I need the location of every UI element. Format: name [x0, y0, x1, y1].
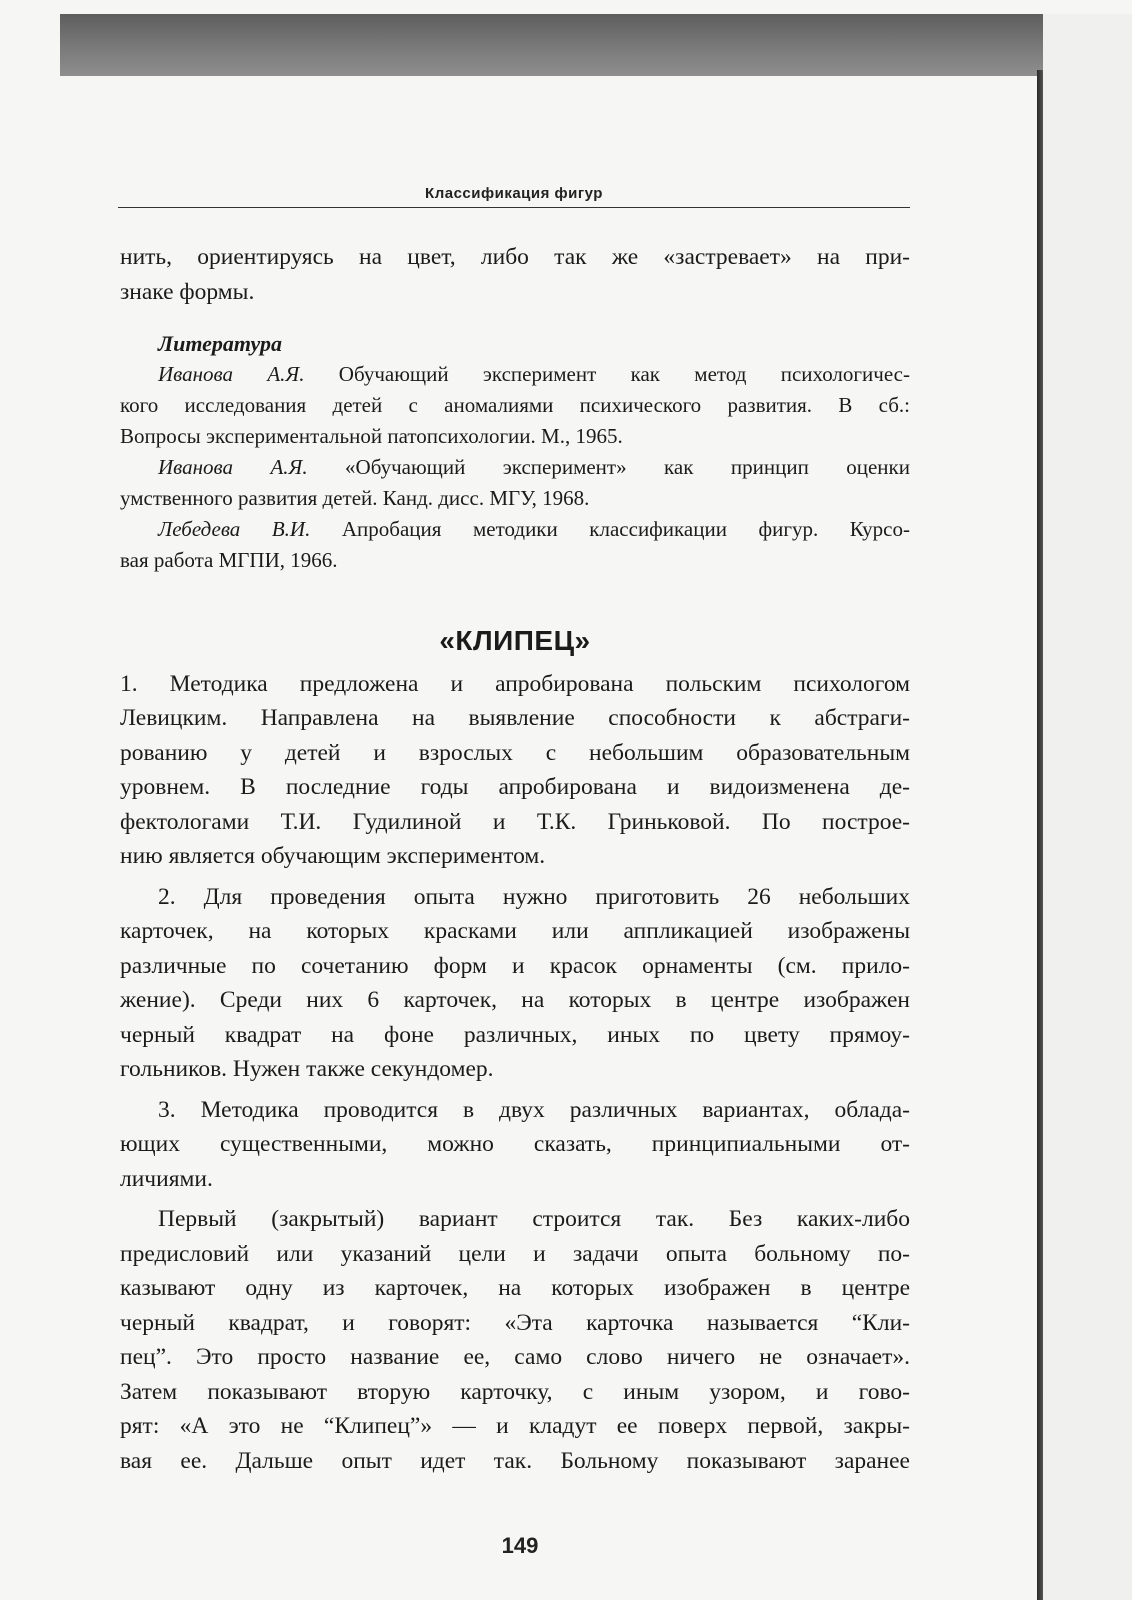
entry-text: Обучающий эксперимент как метод психологичес- [304, 362, 910, 386]
paragraph [120, 880, 910, 1087]
paragraph [120, 1093, 910, 1197]
entry-author: Иванова А.Я. [158, 455, 308, 479]
text-line: уровнем. В последние годы апробирована и видоизменена де- [120, 774, 910, 800]
text-line: 2. Для проведения опыта нужно приготовить 26 небольших [158, 883, 910, 910]
entry-text: Апробация методики классификации фигур. Курсо- [310, 517, 910, 541]
text-line: черный квадрат на фоне различных, иных по цвету прямоу- [120, 1021, 910, 1048]
literature-entry [120, 514, 910, 576]
literature-list [120, 359, 910, 576]
text-line: пец”. Это просто название ее, само слово ничего не означает». [120, 1344, 910, 1370]
page-margin-right [1043, 14, 1132, 1600]
scan-shadow-top [60, 14, 1058, 76]
text-line: жение). Среди них 6 карточек, на которых в центре изображен [120, 987, 910, 1013]
text-line: знаке формы. [120, 278, 255, 305]
continuation-paragraph [120, 240, 910, 309]
text-line: нию является обучающим экспериментом. [120, 843, 546, 869]
text-line: нить, ориентируясь на цвет, либо так же «застревает» на при- [120, 244, 910, 270]
entry-author: Иванова А.Я. [158, 362, 305, 386]
literature-entry [120, 359, 910, 452]
text-line: 3. Методика проводится в двух различных вариантах, облада- [158, 1096, 910, 1123]
paragraph [120, 667, 910, 874]
text-line: умственного развития детей. Канд. дисс. МГУ, 1968. [120, 486, 590, 510]
header-rule [118, 207, 910, 208]
text-line: вая работа МГПИ, 1966. [120, 548, 338, 572]
running-head: Классификация фигур [425, 185, 603, 202]
body-text [120, 240, 910, 1478]
literature-heading: Литература [158, 331, 282, 356]
text-line: Затем показывают вторую карточку, с иным узором, и гово- [120, 1378, 910, 1405]
entry-author: Лебедева В.И. [158, 517, 311, 541]
text-line: Левицким. Направлена на выявление способности к абстраги- [120, 705, 910, 731]
text-line: ющих существенными, можно сказать, принципиальными от- [120, 1131, 910, 1157]
text-line [120, 514, 910, 545]
text-line: карточек, на которых красками или аппликацией изображены [120, 918, 910, 944]
text-line: Первый (закрытый) вариант строится так. Без каких-либо [158, 1206, 910, 1232]
text-line: Вопросы экспериментальной патопсихологии. М., 1965. [120, 424, 623, 448]
text-line: рят: «А это не “Клипец”» — и кладут ее поверх первой, закры- [120, 1413, 910, 1439]
text-line: 1. Методика предложена и апробирована польским психологом [120, 670, 910, 697]
text-line: рованию у детей и взрослых с небольшим образовательным [120, 739, 910, 766]
paragraph [120, 1202, 910, 1478]
text-line: гольников. Нужен также секундомер. [120, 1056, 494, 1082]
text-line: кого исследования детей с аномалиями психического развития. В сб.: [120, 393, 910, 417]
entry-text: «Обучающий эксперимент» как принцип оценки [307, 455, 910, 479]
text-line [120, 452, 910, 483]
text-line: вая ее. Дальше опыт идет так. Больному показывают заранее [120, 1447, 910, 1474]
section-title: «КЛИПЕЦ» [439, 625, 591, 656]
text-line: личиями. [120, 1165, 213, 1192]
text-line: черный квадрат, и говорят: «Эта карточка называется “Кли- [120, 1309, 910, 1336]
page-number: 149 [501, 1533, 539, 1558]
text-line: фектологами Т.И. Гудилиной и Т.К. Гриньковой. По построе- [120, 808, 910, 835]
literature-entry [120, 452, 910, 514]
text-line: различные по сочетанию форм и красок орнаменты (см. прило- [120, 952, 910, 979]
text-line: предисловий или указаний цели и задачи опыта больному по- [120, 1240, 910, 1267]
text-line: казывают одну из карточек, на которых изображен в центре [120, 1275, 910, 1301]
text-line [120, 359, 910, 390]
